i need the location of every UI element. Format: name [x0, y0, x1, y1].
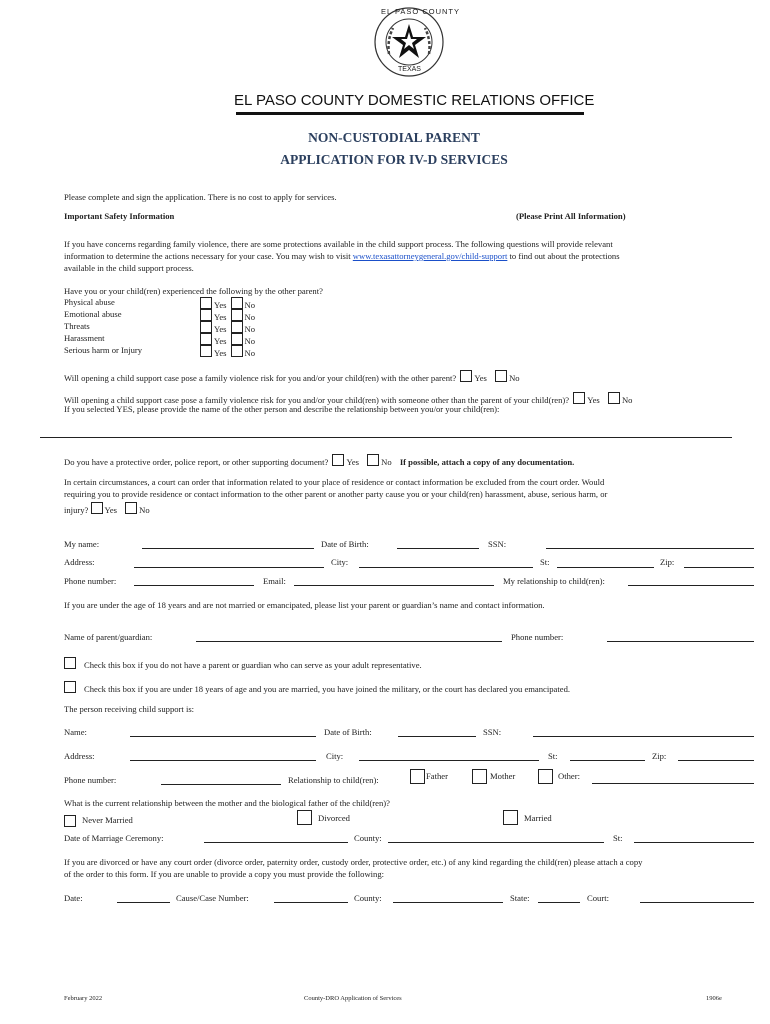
married-label: Married — [524, 813, 552, 823]
abuse-item-label: Threats — [64, 321, 90, 331]
exclusion-no-checkbox[interactable] — [125, 502, 137, 514]
intro-text: Please complete and sign the application. There is no cost to apply for services. — [64, 192, 337, 202]
print-note: (Please Print All Information) — [516, 211, 626, 221]
safety-paragraph-line3: available in the child support process. — [64, 263, 194, 273]
emancipated-checkbox[interactable] — [64, 681, 76, 693]
protective-order-question — [64, 454, 574, 467]
my-city-field[interactable] — [359, 567, 533, 568]
no-guardian-label: Check this box if you do not have a parent or guardian who can serve as your adult representative. — [84, 660, 422, 670]
married-checkbox[interactable] — [503, 810, 518, 825]
my-state-field[interactable] — [557, 567, 654, 568]
form-title-line2: APPLICATION FOR IV-D SERVICES — [280, 152, 508, 167]
court-date-label: Date: — [64, 893, 83, 903]
receiver-dob-field[interactable] — [398, 736, 476, 737]
exclusion-yes-checkbox[interactable] — [91, 502, 103, 514]
risk-followup: If you selected YES, please provide the name of the other person and describe the relationship between you/or your child(ren): — [64, 404, 500, 414]
abuse-no-label: No — [244, 300, 256, 310]
abuse-yes-label: Yes — [214, 348, 227, 358]
abuse-item-label: Harassment — [64, 333, 105, 343]
court-name-field[interactable] — [640, 902, 754, 903]
risk-2-no-label: No — [621, 395, 633, 405]
risk-question-2 — [64, 392, 632, 405]
receiver-address-field[interactable] — [130, 760, 316, 761]
receiver-state-label: St: — [548, 751, 558, 761]
my-address-label: Address: — [64, 557, 95, 567]
court-county-field[interactable] — [393, 902, 503, 903]
exclusion-injury-text: injury? — [64, 505, 89, 515]
abuse-item-label: Serious harm or Injury — [64, 345, 143, 355]
court-date-field[interactable] — [117, 902, 170, 903]
abuse-yes-checkbox[interactable] — [200, 297, 212, 309]
abuse-yes-label: Yes — [214, 312, 227, 322]
my-zip-label: Zip: — [660, 557, 675, 567]
court-state-field[interactable] — [538, 902, 580, 903]
abuse-item-options — [200, 297, 255, 310]
mother-checkbox[interactable] — [472, 769, 487, 784]
receiver-phone-label: Phone number: — [64, 775, 117, 785]
abuse-yes-checkbox[interactable] — [200, 333, 212, 345]
risk-1-yes-checkbox[interactable] — [460, 370, 472, 382]
protective-yes-checkbox[interactable] — [332, 454, 344, 466]
receiver-address-label: Address: — [64, 751, 95, 761]
court-order-line1: If you are divorced or have any court order (divorce order, paternity order, custody order, protective order, etc.) of any kind regarding the child(ren) please attach a copy — [64, 857, 643, 867]
abuse-no-checkbox[interactable] — [231, 297, 243, 309]
protective-no-checkbox[interactable] — [367, 454, 379, 466]
abuse-no-label: No — [244, 348, 256, 358]
relationship-question: What is the current relationship between the mother and the biological father of the child(ren)? — [64, 798, 390, 808]
my-city-label: City: — [331, 557, 349, 567]
safety-paragraph-line2-text: information to determine the actions necessary for your case. You may wish to visit — [64, 251, 353, 261]
no-guardian-option — [64, 657, 422, 670]
my-address-field[interactable] — [134, 567, 324, 568]
ceremony-state-field[interactable] — [634, 842, 754, 843]
divorced-checkbox[interactable] — [297, 810, 312, 825]
ceremony-state-label: St: — [613, 833, 623, 843]
abuse-yes-label: Yes — [214, 324, 227, 334]
abuse-item-options — [200, 333, 255, 346]
exclusion-no-label: No — [139, 505, 150, 515]
receiver-name-field[interactable] — [130, 736, 316, 737]
my-phone-field[interactable] — [134, 585, 254, 586]
mother-label: Mother — [490, 771, 516, 781]
exclusion-yes-label: Yes — [104, 505, 118, 515]
my-name-field[interactable] — [142, 548, 314, 549]
protective-yes-label: Yes — [346, 457, 359, 467]
receiver-city-field[interactable] — [359, 760, 539, 761]
other-label: Other: — [558, 771, 580, 781]
abuse-no-checkbox[interactable] — [231, 333, 243, 345]
guardian-name-field[interactable] — [196, 641, 502, 642]
safety-paragraph-line2-end: to find out about the protections — [507, 251, 620, 261]
court-name-label: Court: — [587, 893, 609, 903]
receiver-state-field[interactable] — [570, 760, 645, 761]
abuse-no-checkbox[interactable] — [231, 345, 243, 357]
footer-date: February 2022 — [64, 995, 103, 1002]
abuse-item-options — [200, 321, 255, 334]
court-county-label: County: — [354, 893, 382, 903]
guardian-name-label: Name of parent/guardian: — [64, 632, 153, 642]
my-email-field[interactable] — [294, 585, 494, 586]
my-ssn-field[interactable] — [546, 548, 754, 549]
risk-2-yes-label: Yes — [587, 395, 600, 405]
risk-1-no-label: No — [509, 373, 520, 383]
abuse-no-label: No — [244, 336, 256, 346]
father-checkbox[interactable] — [410, 769, 425, 784]
receiver-name-label: Name: — [64, 727, 87, 737]
never-married-checkbox[interactable] — [64, 815, 76, 827]
emancipated-label: Check this box if you are under 18 years of age and you are married, you have joined the military, or the court has declared you emancipated. — [84, 684, 571, 694]
footer-form-code: 1906e — [706, 995, 722, 1002]
receiver-heading: The person receiving child support is: — [64, 704, 195, 714]
other-checkbox[interactable] — [538, 769, 553, 784]
seal-bottom-text: TEXAS — [398, 66, 421, 73]
risk-description-field[interactable] — [40, 437, 732, 438]
abuse-no-label: No — [244, 324, 256, 334]
risk-question-2-text: Will opening a child support case pose a family violence risk for you and/or your child(ren) with someone other than the parent of your child(ren)? — [64, 395, 570, 405]
receiver-relationship-label: Relationship to child(ren): — [288, 775, 379, 785]
guardian-phone-field[interactable] — [607, 641, 754, 642]
form-title-line1: NON-CUSTODIAL PARENT — [308, 130, 480, 145]
my-state-label: St: — [540, 557, 550, 567]
receiver-zip-label: Zip: — [652, 751, 667, 761]
my-dob-field[interactable] — [397, 548, 479, 549]
receiver-city-label: City: — [326, 751, 344, 761]
abuse-item-options — [200, 309, 255, 322]
my-name-label: My name: — [64, 539, 100, 549]
abuse-no-checkbox[interactable] — [231, 309, 243, 321]
risk-question-1-text: Will opening a child support case pose a family violence risk for you and/or your child(ren) with the other parent? — [64, 373, 457, 383]
exclusion-line3 — [64, 502, 150, 515]
father-label: Father — [426, 771, 448, 781]
footer-title: County-DRO Application of Services — [304, 995, 402, 1002]
my-dob-label: Date of Birth: — [321, 539, 369, 549]
receiver-phone-field[interactable] — [161, 784, 281, 785]
ceremony-county-field[interactable] — [388, 842, 604, 843]
my-zip-field[interactable] — [684, 567, 754, 568]
ceremony-date-label: Date of Marriage Ceremony: — [64, 833, 164, 843]
divorced-label: Divorced — [318, 813, 350, 823]
abuse-yes-label: Yes — [214, 300, 227, 310]
guardian-phone-label: Phone number: — [511, 632, 564, 642]
exclusion-line1: In certain circumstances, a court can order that information related to your place of residence or contact information be excluded from the court order. Would — [64, 477, 605, 487]
abuse-question: Have you or your child(ren) experienced the following by the other parent? — [64, 286, 323, 296]
risk-2-yes-checkbox[interactable] — [573, 392, 585, 404]
protective-order-text: Do you have a protective order, police report, or other supporting document? — [64, 457, 329, 467]
other-relationship-field[interactable] — [592, 783, 754, 784]
safety-paragraph-line1: If you have concerns regarding family violence, there are some protections available in the child support process. The following questions will provide relevant — [64, 239, 613, 249]
cause-number-label: Cause/Case Number: — [176, 893, 249, 903]
risk-2-no-checkbox[interactable] — [608, 392, 620, 404]
abuse-yes-checkbox[interactable] — [200, 321, 212, 333]
my-email-label: Email: — [263, 576, 286, 586]
cause-number-field[interactable] — [274, 902, 348, 903]
seal-top-text: EL PASO COUNTY — [381, 7, 461, 16]
ceremony-date-field[interactable] — [204, 842, 348, 843]
abuse-yes-checkbox[interactable] — [200, 309, 212, 321]
risk-1-yes-label: Yes — [474, 373, 487, 383]
abuse-yes-checkbox[interactable] — [200, 345, 212, 357]
my-relationship-field[interactable] — [628, 585, 754, 586]
abuse-item-label: Physical abuse — [64, 297, 115, 307]
receiver-ssn-label: SSN: — [483, 727, 502, 737]
county-seal — [373, 2, 461, 80]
my-ssn-label: SSN: — [488, 539, 507, 549]
receiver-zip-field[interactable] — [678, 760, 754, 761]
court-order-line2: of the order to this form. If you are unable to provide a copy you must provide the following: — [64, 869, 385, 879]
my-relationship-label: My relationship to child(ren): — [503, 576, 605, 586]
safety-paragraph-line2 — [64, 252, 620, 261]
never-married-label: Never Married — [82, 815, 133, 825]
office-name: EL PASO COUNTY DOMESTIC RELATIONS OFFICE — [234, 92, 595, 109]
abuse-item-label: Emotional abuse — [64, 309, 122, 319]
ceremony-county-label: County: — [354, 833, 382, 843]
emancipated-option — [64, 681, 570, 694]
attach-note: If possible, attach a copy of any documentation. — [399, 457, 575, 467]
minor-note: If you are under the age of 18 years and are not married or emancipated, please list your parent or guardian’s name and contact information. — [64, 600, 545, 610]
safety-heading: Important Safety Information — [64, 211, 175, 221]
my-phone-label: Phone number: — [64, 576, 117, 586]
risk-question-1 — [64, 370, 520, 383]
header-rule — [236, 112, 584, 115]
abuse-no-checkbox[interactable] — [231, 321, 243, 333]
exclusion-line2: requiring you to provide residence or contact information to the other parent or another party cause you or your child(ren) harassment, abuse, serious harm, or — [64, 489, 608, 499]
receiver-dob-label: Date of Birth: — [324, 727, 372, 737]
abuse-no-label: No — [244, 312, 256, 322]
abuse-yes-label: Yes — [214, 336, 227, 346]
abuse-item-options — [200, 345, 255, 358]
attorney-general-link[interactable]: www.texasattorneygeneral.gov/child-support — [352, 251, 508, 261]
protective-no-label: No — [381, 457, 392, 467]
no-guardian-checkbox[interactable] — [64, 657, 76, 669]
receiver-ssn-field[interactable] — [533, 736, 754, 737]
risk-1-no-checkbox[interactable] — [495, 370, 507, 382]
court-state-label: State: — [510, 893, 530, 903]
